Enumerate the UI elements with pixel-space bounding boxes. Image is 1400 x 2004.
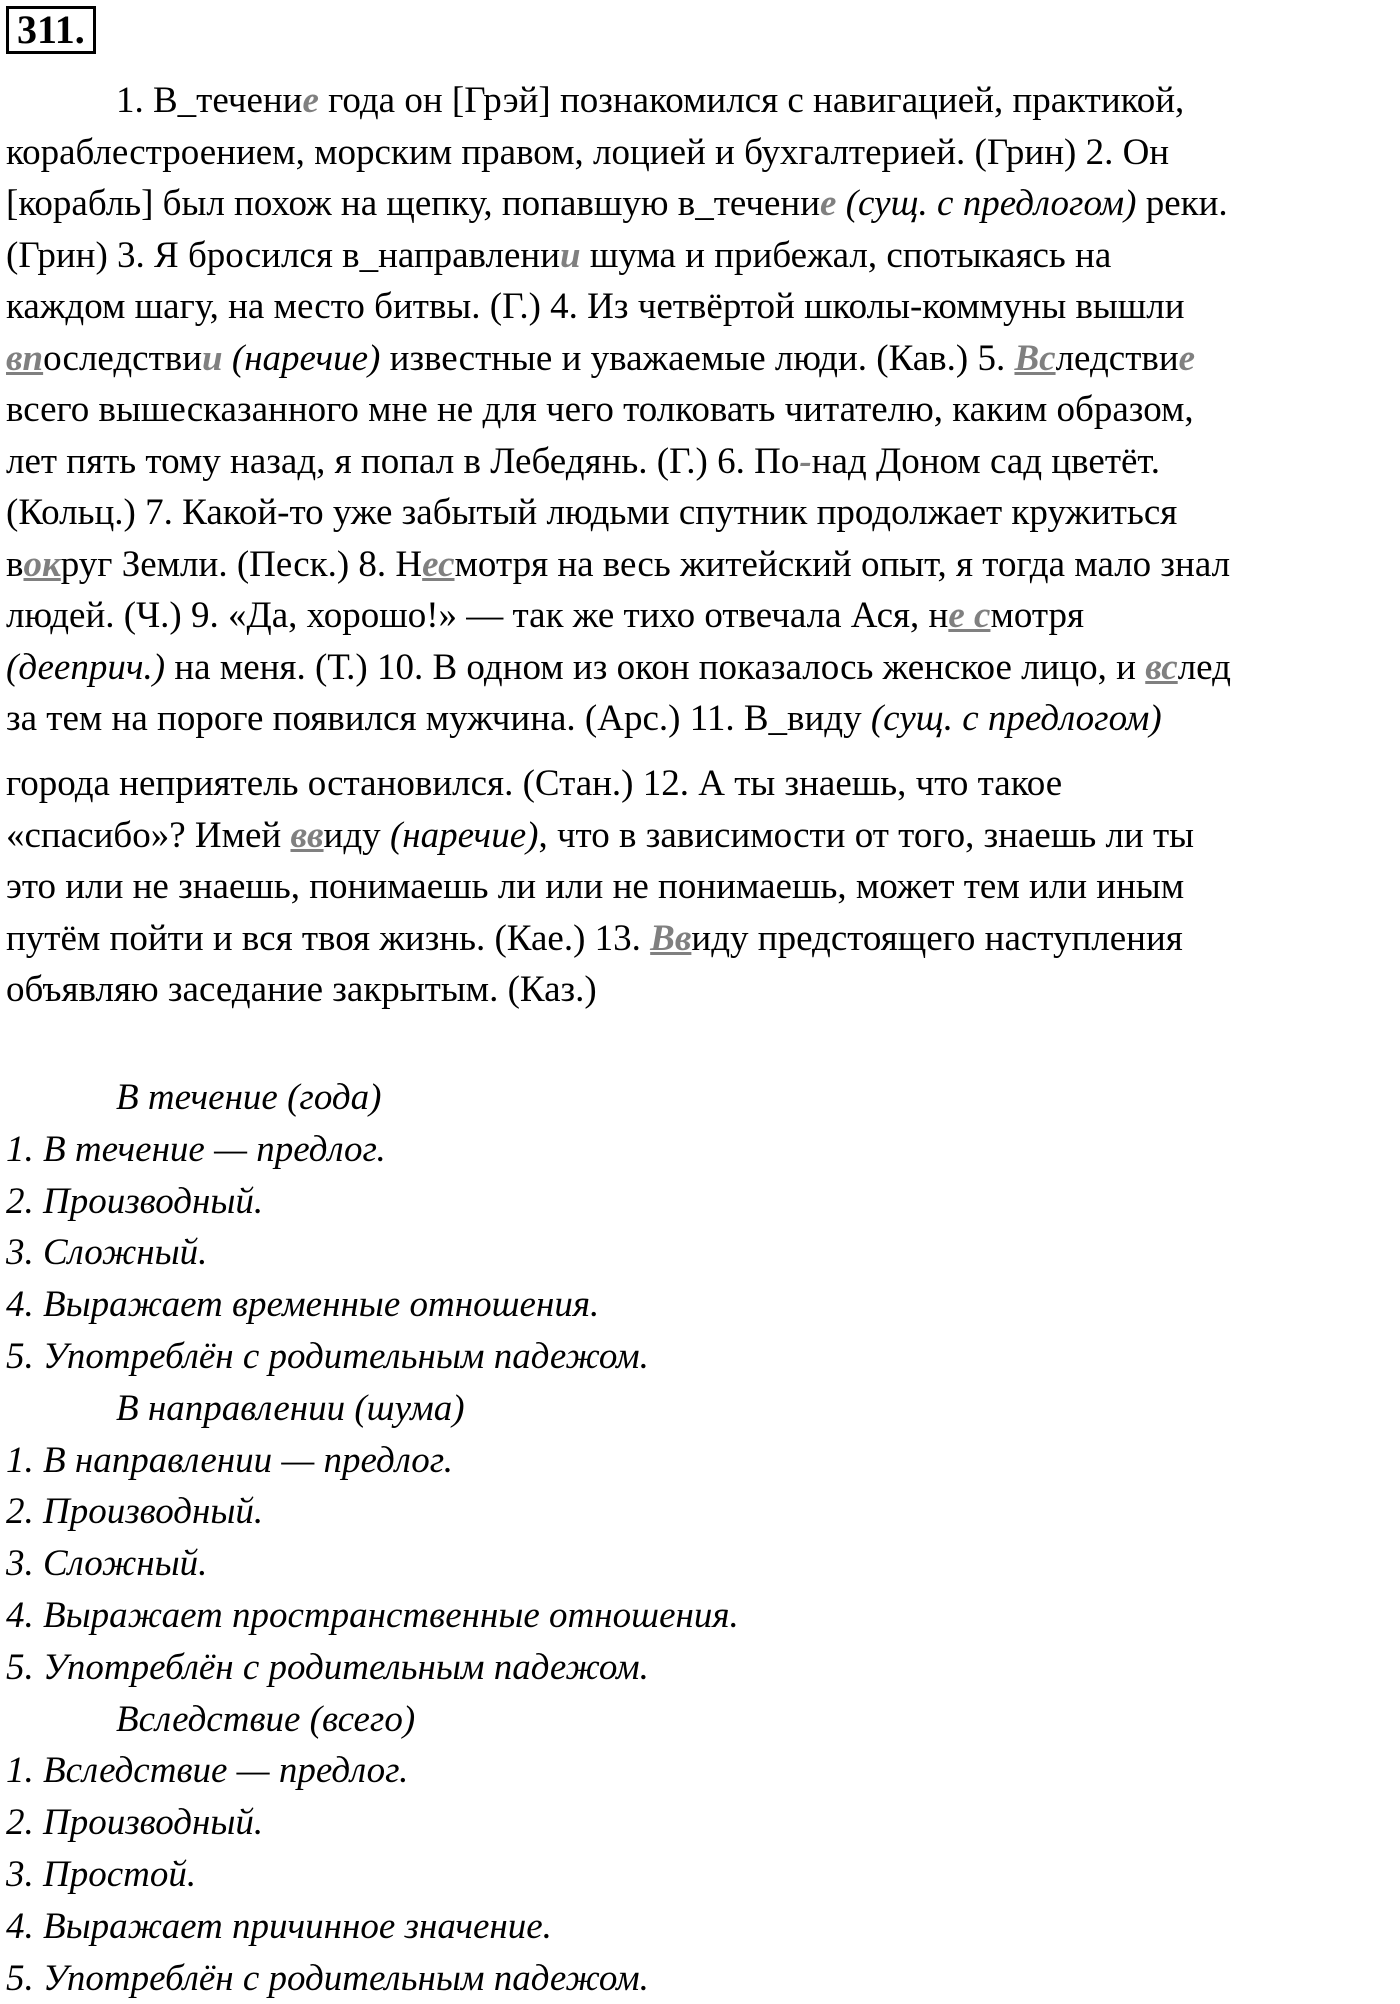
text-line [6,913,1396,965]
text-line [6,642,1396,694]
text-line [6,127,1396,179]
text-fragment: (Кольц.) 7. Какой-то уже забытый людьми спутник продолжает кружиться [6,492,1178,533]
analysis-item: 2. Производный. [6,1802,264,1844]
exercise-text-paragraph-2 [6,758,1396,1016]
analysis-item: 5. Употреблён с родительным падежом. [6,1335,649,1377]
text-fragment: над Доном сад цветёт. [811,440,1161,482]
analysis-heading: Вследствие (всего) [116,1698,416,1740]
text-fragment: за тем на пороге появился мужчина. (Арс.) 11. В_виду [6,698,871,739]
text-fragment: объявляю заседание закрытым. (Каз.) [6,969,597,1010]
text-fragment: людей. (Ч.) 9. «Да, хорошо!» — так же тихо отвечала Ася, н [6,595,949,636]
analysis-item: 3. Сложный. [6,1232,208,1274]
text-fragment: это или не знаешь, понимаешь ли или не понимаешь, может тем или иным [6,866,1185,907]
highlighted-fragment: - [799,440,812,482]
text-fragment: известные и уважаемые люди. (Кав.) 5. [380,337,1015,379]
highlighted-fragment: (дееприч.) [6,646,166,688]
analysis-item: 5. Употреблён с родительным падежом. [6,1957,649,1999]
analysis-heading: В течение (года) [116,1077,382,1118]
text-line [6,810,1396,862]
analysis-item: 2. Производный. [6,1180,264,1222]
analysis-item: 5. Употреблён с родительным падежом. [6,1646,649,1688]
morphological-analysis [6,1072,1396,2004]
highlighted-fragment: и [202,337,223,379]
text-fragment: кораблестроением, морским правом, лоцией и бухгалтерией. (Грин) 2. Он [6,131,1170,173]
analysis-item: 2. Производный. [6,1491,264,1533]
text-fragment: каждом шагу, на место битвы. (Г.) 4. Из четвёртой школы-коммуны вышли [6,286,1185,327]
highlighted-fragment: е [820,183,837,224]
analysis-item: 4. Выражает пространственные отношения. [6,1594,739,1636]
highlighted-fragment: Вс [1014,337,1056,379]
text-line [6,964,1396,1016]
text-fragment: лед [1177,646,1231,688]
text-fragment: лет пять тому назад, я попал в Лебедянь. (Г.) 6. По [6,440,800,482]
highlighted-fragment: вв [290,814,324,856]
analysis-item: 4. Выражает причинное значение. [6,1905,552,1947]
highlighted-fragment: е [302,80,319,121]
text-line [6,75,1396,127]
text-fragment: всего вышесказанного мне не для чего толковать читателю, каким образом, [6,389,1194,430]
highlighted-fragment: Вв [650,917,692,959]
analysis-item: 3. Простой. [6,1853,197,1895]
text-line [6,384,1396,436]
text-fragment: ледстви [1055,337,1179,379]
highlighted-fragment: е [1178,337,1196,379]
analysis-item: 1. Вследствие — предлог. [6,1750,409,1792]
text-fragment: города неприятель остановился. (Стан.) 12. А ты знаешь, что такое [6,763,1063,804]
analysis-item: 1. В направлении — предлог. [6,1439,453,1481]
text-line [6,230,1396,282]
exercise-number: 311. [6,6,96,54]
analysis-item: 4. Выражает временные отношения. [6,1284,600,1326]
text-fragment: в [6,543,24,585]
text-fragment: [корабль] был похож на щепку, попавшую в_течени [6,183,820,224]
exercise-text-paragraph-1 [6,75,1396,745]
highlighted-fragment: (наречие) [222,337,381,379]
text-fragment: шума и прибежал, спотыкаясь на [580,234,1112,276]
analysis-item: 1. В течение — предлог. [6,1128,386,1170]
text-fragment: на меня. (Т.) 10. В одном из окон показалось женское лицо, и [165,646,1146,688]
text-fragment: иду предстоящего наступления [691,917,1183,959]
highlighted-fragment: вс [1145,646,1178,688]
text-line [6,861,1396,913]
text-fragment: путём пойти и вся твоя жизнь. (Кае.) 13. [6,917,651,959]
highlighted-fragment: (сущ. с предлогом) [836,183,1137,224]
highlighted-fragment: ес [422,543,455,585]
text-fragment: «спасибо»? Имей [6,814,291,856]
text-fragment: года он [Грэй] познакомился с навигацией, практикой, [318,80,1185,121]
text-line [6,178,1396,230]
highlighted-fragment: (сущ. с предлогом) [870,698,1162,739]
text-line [6,590,1396,642]
text-fragment: реки. [1136,183,1228,224]
text-fragment: 1. В_течени [116,80,303,121]
text-line [6,539,1396,591]
text-fragment: , что в зависимости от того, знаешь ли ты [538,814,1195,856]
highlighted-fragment: (наречие) [380,814,539,856]
text-line [6,281,1396,333]
text-fragment: (Грин) 3. Я бросился в_направлени [6,234,561,276]
highlighted-fragment: вп [6,337,44,379]
text-fragment: иду [323,814,381,856]
text-fragment: руг Земли. (Песк.) 8. Н [60,543,423,585]
highlighted-fragment: и [560,234,581,276]
analysis-heading: В направлении (шума) [116,1387,465,1429]
text-line [6,758,1396,810]
text-line [6,693,1396,745]
text-fragment: оследстви [43,337,203,379]
analysis-item: 3. Сложный. [6,1543,208,1585]
text-line [6,487,1396,539]
highlighted-fragment: ок [23,543,61,585]
highlighted-fragment: е с [948,595,991,636]
text-line [6,333,1396,385]
text-line [6,436,1396,488]
text-fragment: мотря [990,595,1085,636]
text-fragment: мотря на весь житейский опыт, я тогда мало знал [454,543,1231,585]
